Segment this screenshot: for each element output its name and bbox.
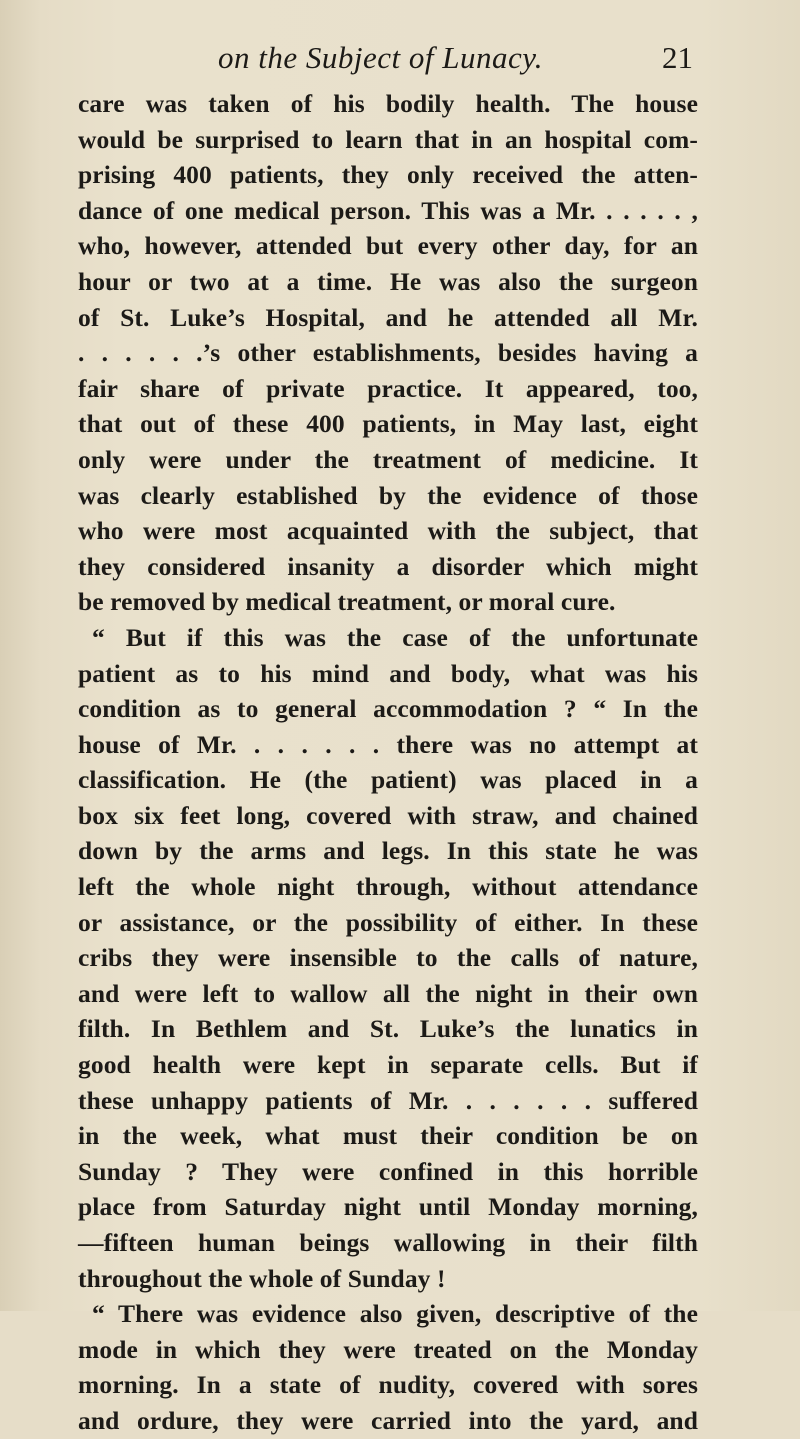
text-line: down by the arms and legs. In this state he was — [78, 836, 698, 866]
text-line: fair share of private practice. It appeared, too, — [78, 373, 698, 403]
text-line: only were under the treatment of medicine. It — [78, 444, 698, 474]
text-line: cribs they were insensible to the calls of nature, — [78, 943, 698, 973]
text-line: care was taken of his bodily health. The house — [78, 89, 698, 118]
text-line: left the whole night through, without attendance — [78, 872, 698, 902]
text-line: box six feet long, covered with straw, and chained — [78, 800, 698, 830]
text-line: they considered insanity a disorder which might — [78, 551, 698, 581]
text-line: mode in which they were treated on the Monday — [78, 1334, 698, 1364]
text-line: and ordure, they were carried into the yard, and — [78, 1405, 698, 1435]
text-line: was clearly established by the evidence of those — [78, 480, 698, 510]
text-line: throughout the whole of Sunday ! — [78, 1263, 446, 1293]
text-line: and were left to wallow all the night in their own — [78, 978, 698, 1008]
page-header — [0, 36, 800, 76]
text-line: of St. Luke’s Hospital, and he attended all Mr. — [78, 302, 698, 332]
text-line: “ There was evidence also given, descriptive of the — [92, 1299, 698, 1329]
text-line: prising 400 patients, they only received the atten- — [78, 160, 698, 190]
text-line: house of Mr. . . . . . . there was no attempt at — [78, 729, 698, 759]
text-line: condition as to general accommodation ? “ In the — [78, 694, 698, 724]
text-line: dance of one medical person. This was a Mr. . . . . . , — [78, 195, 698, 225]
text-line: be removed by medical treatment, or moral cure. — [78, 587, 616, 617]
text-line: filth. In Bethlem and St. Luke’s the lunatics in — [78, 1014, 698, 1044]
text-line: place from Saturday night until Monday morning, — [78, 1192, 698, 1222]
text-line: in the week, what must their condition be on — [78, 1121, 698, 1151]
running-title: on the Subject of Lunacy. — [218, 40, 544, 75]
text-line: classification. He (the patient) was placed in a — [78, 765, 698, 795]
body-text — [78, 86, 698, 1439]
text-line: Sunday ? They were confined in this horrible — [78, 1156, 698, 1186]
text-line: patient as to his mind and body, what was his — [78, 658, 698, 688]
text-line: would be surprised to learn that in an hospital com- — [78, 124, 698, 154]
text-line: . . . . . .’s other establishments, besides having a — [78, 338, 698, 368]
text-line: “ But if this was the case of the unfortunate — [92, 622, 698, 652]
text-line: or assistance, or the possibility of either. In these — [78, 907, 698, 937]
text-line: who were most acquainted with the subject, that — [78, 516, 698, 546]
text-line: that out of these 400 patients, in May last, eight — [78, 409, 698, 439]
page-number: 21 — [662, 40, 693, 75]
text-line: who, however, attended but every other day, for an — [78, 231, 698, 261]
text-line: good health were kept in separate cells. But if — [78, 1050, 698, 1080]
text-line: morning. In a state of nudity, covered with sores — [78, 1370, 698, 1400]
text-line: these unhappy patients of Mr. . . . . . . suffered — [78, 1085, 698, 1115]
text-line: hour or two at a time. He was also the surgeon — [78, 266, 698, 296]
text-line: —fifteen human beings wallowing in their filth — [78, 1228, 698, 1257]
